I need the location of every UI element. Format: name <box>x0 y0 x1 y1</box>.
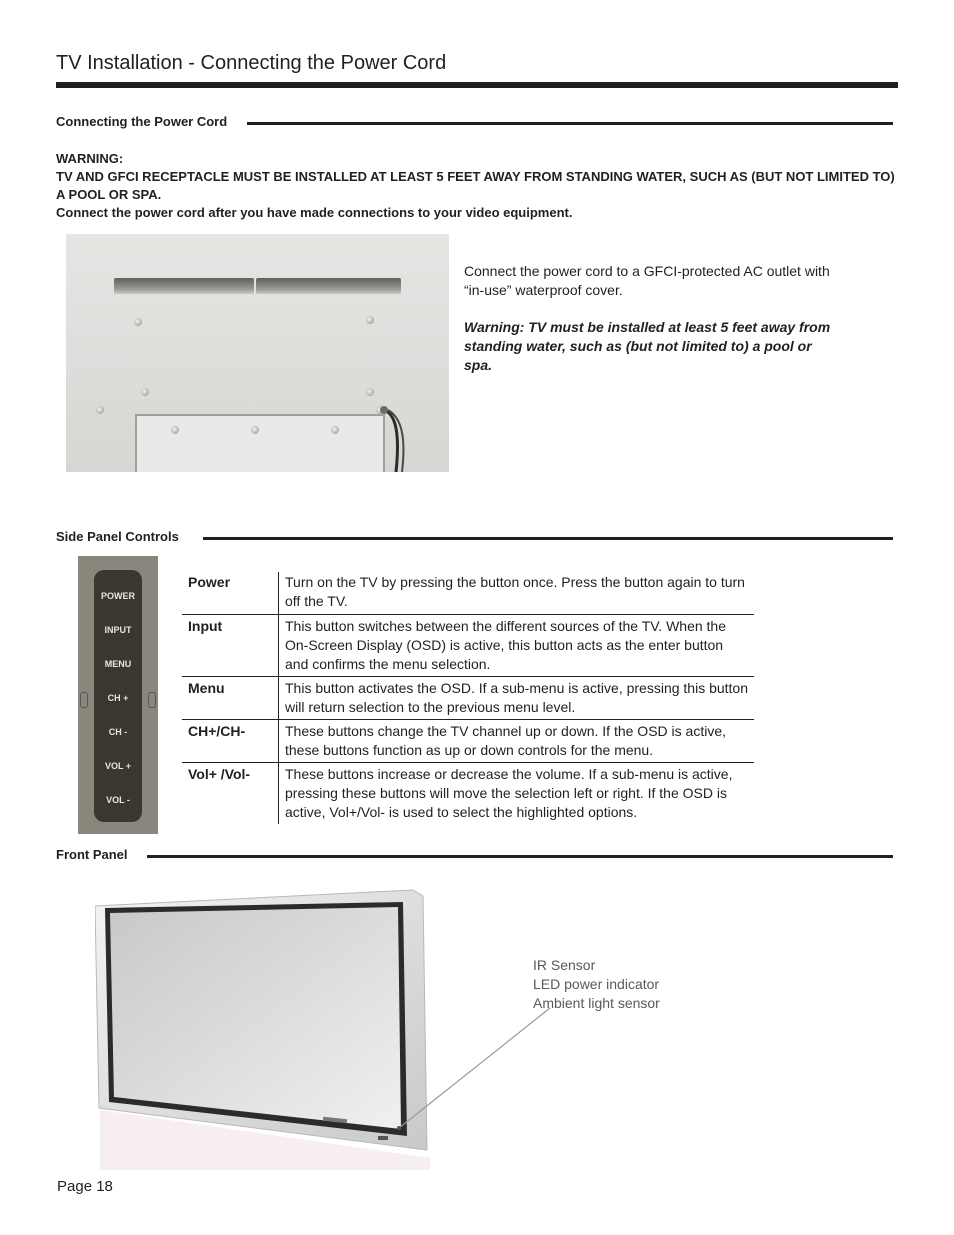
screw <box>366 388 374 396</box>
status-badge <box>378 1136 388 1140</box>
control-name: Vol+ /Vol- <box>182 762 279 824</box>
screw <box>141 388 149 396</box>
panel-button-ch-down: CH - <box>108 727 128 737</box>
tv-back-photo <box>66 234 449 472</box>
vent-left <box>114 278 254 294</box>
panel-notch <box>148 692 156 708</box>
table-row <box>182 572 754 614</box>
warning-block <box>56 150 906 222</box>
warning-text: TV AND GFCI RECEPTACLE MUST BE INSTALLED AT LEAST 5 FEET AWAY FROM STANDING WATER, SUCH AS (BUT NOT LIMITED TO) A POOL OR SPA. <box>56 169 895 202</box>
section-rule-front <box>147 855 893 858</box>
panel-button-power: POWER <box>100 591 135 601</box>
control-name: Power <box>182 572 279 614</box>
panel-button-vol-up: VOL + <box>104 761 132 771</box>
warning-label: WARNING: <box>56 151 124 166</box>
section-heading-side: Side Panel Controls <box>56 529 179 544</box>
power-cord-icon <box>366 404 416 472</box>
control-name: CH+/CH- <box>182 719 279 762</box>
section-heading-power: Connecting the Power Cord <box>56 114 228 129</box>
control-desc: These buttons change the TV channel up or down. If the OSD is active, these buttons function as up or down controls for the menu. <box>285 722 726 758</box>
controls-table <box>182 572 754 824</box>
table-row <box>182 719 754 762</box>
connector-cover <box>135 414 385 472</box>
panel-notch <box>80 692 88 708</box>
side-panel-photo <box>78 556 158 834</box>
panel-button-menu: MENU <box>104 659 132 669</box>
screw <box>251 426 259 434</box>
section-heading-front: Front Panel <box>56 847 128 862</box>
panel-button-ch-up: CH + <box>107 693 129 703</box>
control-desc: This button switches between the different sources of the TV. When the On-Screen Display (OSD) is active, this button acts as the enter button and confirms the menu selection. <box>285 617 726 672</box>
title-rule <box>56 82 898 88</box>
section-rule-side <box>203 537 893 540</box>
sensor-callout <box>533 956 660 1013</box>
control-name: Input <box>182 614 279 676</box>
callout-led: LED power indicator <box>533 976 660 992</box>
panel-button-vol-down: VOL - <box>106 795 130 805</box>
section-rule-power <box>247 122 893 125</box>
screw <box>134 318 142 326</box>
page-number: Page 18 <box>57 1178 113 1195</box>
control-desc: This button activates the OSD. If a sub-menu is active, pressing this button will return selection to the previous menu level. <box>285 679 749 715</box>
vent-right <box>256 278 401 294</box>
screw <box>96 406 104 414</box>
sensor-dot <box>397 1126 401 1130</box>
power-instruction: Connect the power cord to a GFCI-protected AC outlet with “in-use” waterproof cover. <box>464 263 830 298</box>
callout-ambient: Ambient light sensor <box>533 995 660 1011</box>
table-row <box>182 762 754 824</box>
page-title: TV Installation - Connecting the Power Cord <box>56 52 447 74</box>
table-row <box>182 614 754 676</box>
callout-ir: IR Sensor <box>533 957 596 973</box>
table-row <box>182 676 754 719</box>
control-desc: Turn on the TV by pressing the button once. Press the button again to turn off the TV. <box>285 574 745 609</box>
screw <box>366 316 374 324</box>
power-warning: Warning: TV must be installed at least 5 feet away from standing water, such as (but not limited to) a pool or spa. <box>464 319 831 373</box>
screw <box>331 426 339 434</box>
button-strip <box>94 570 142 822</box>
instruction-text: Connect the power cord after you have made connections to your video equipment. <box>56 205 573 220</box>
screw <box>171 426 179 434</box>
tv-front-image <box>95 888 555 1173</box>
control-name: Menu <box>182 676 279 719</box>
control-desc: These buttons increase or decrease the volume. If a sub-menu is active, pressing these buttons will move the selection left or right. If the OSD is active, Vol+/Vol- is used to select the highlighted options. <box>285 765 733 820</box>
panel-button-input: INPUT <box>104 625 132 635</box>
